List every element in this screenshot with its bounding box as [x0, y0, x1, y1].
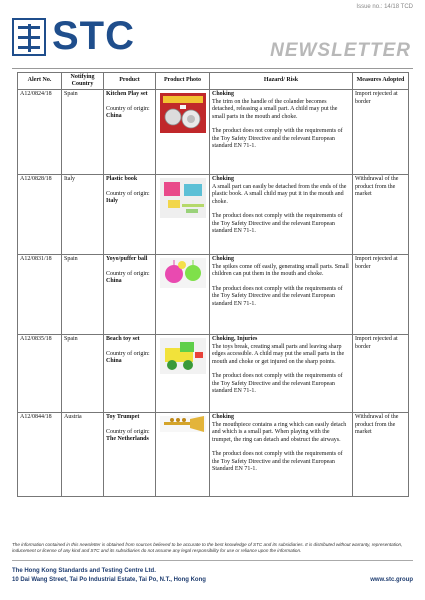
hazard-title: Choking — [212, 256, 235, 262]
header-notifying-country: Notifying Country — [62, 73, 104, 90]
hazard-description: The mouthpiece contains a ring which can easily detach and which is a small part. When playing with the trumpet, the ring can detach and obstruct the airways. — [212, 421, 347, 443]
compliance-note: The product does not comply with the requirements of the Toy Safety Directive and the relevant European Standard EN 71-1. — [212, 451, 343, 472]
hazard-cell — [210, 335, 353, 413]
table-row — [18, 335, 409, 413]
product-photo-cell — [156, 413, 210, 497]
product-cell — [104, 255, 156, 335]
measures-cell: Import rejected at border — [353, 90, 409, 175]
company-address: 10 Dai Wang Street, Tai Po Industrial Estate, Tai Po, N.T., Hong Kong — [12, 577, 206, 583]
country-cell: Austria — [62, 413, 104, 497]
toy-trumpet-photo-icon — [160, 416, 206, 432]
product-photo-cell — [156, 255, 210, 335]
hazard-cell — [210, 175, 353, 255]
alert-no-cell: A12/0844/18 — [18, 413, 62, 497]
header-hazard-risk: Hazard/ Risk — [210, 73, 353, 90]
table-row — [18, 413, 409, 497]
measures-cell: Withdrawal of the product from the market — [353, 413, 409, 497]
website-link[interactable]: www.stc.group — [370, 577, 413, 583]
product-cell — [104, 90, 156, 175]
company-name: The Hong Kong Standards and Testing Centre Ltd. — [12, 568, 156, 574]
country-cell: Spain — [62, 90, 104, 175]
origin-value: The Netherlands — [106, 436, 149, 442]
hazard-description: The trim on the handle of the colander becomes detached, releasing a small part. A child may put the small parts in the mouth and choke. — [212, 98, 338, 120]
product-name: Toy Trumpet — [106, 414, 140, 420]
origin-label: Country of origin: — [106, 428, 150, 435]
footer-divider — [12, 560, 413, 561]
kitchen-play-set-photo-icon — [160, 93, 206, 133]
measures-cell: Import rejected at border — [353, 255, 409, 335]
plastic-book-photo-icon — [160, 178, 206, 218]
hazard-cell — [210, 413, 353, 497]
product-cell — [104, 413, 156, 497]
logo-text: STC — [52, 14, 135, 58]
product-cell — [104, 175, 156, 255]
product-cell — [104, 335, 156, 413]
header-alert-no: Alert No. — [18, 73, 62, 90]
header-product: Product — [104, 73, 156, 90]
product-photo-cell — [156, 335, 210, 413]
compliance-note: The product does not comply with the requirements of the Toy Safety Directive and the relevant European standard EN 71-1. — [212, 213, 343, 234]
measures-cell: Withdrawal of the product from the market — [353, 175, 409, 255]
compliance-note: The product does not comply with the requirements of the Toy Safety Directive and the relevant European standard EN 71-1. — [212, 373, 343, 394]
product-name: Kitchen Play set — [106, 91, 148, 97]
origin-value: China — [106, 358, 122, 364]
table-row — [18, 255, 409, 335]
origin-label: Country of origin: — [106, 190, 150, 197]
origin-value: Italy — [106, 198, 118, 204]
disclaimer: The information contained in this newsletter is obtained from sources believed to be accurate to the best knowledge of STC and its subsidiaries. It is distributed without warranty, representation, inducement or license of any kind and STC and its subsidiaries do not assume any legal responsibility for use or reliance upon the information. — [12, 542, 403, 553]
issue-number: Issue no.: 14/18 TCD — [356, 4, 413, 10]
hazard-title: Choking — [212, 176, 235, 182]
stc-logo-icon — [12, 18, 46, 56]
alert-no-cell: A12/0828/18 — [18, 175, 62, 255]
page-header — [0, 0, 425, 72]
compliance-note: The product does not comply with the requirements of the Toy Safety Directive and the relevant European standard EN 71-1. — [212, 128, 343, 149]
alert-no-cell: A12/0831/18 — [18, 255, 62, 335]
alert-no-cell: A12/0824/18 — [18, 90, 62, 175]
origin-value: China — [106, 278, 122, 284]
header-divider — [12, 68, 413, 69]
origin-value: China — [106, 113, 122, 119]
table-header-row — [18, 73, 409, 90]
recall-table — [17, 72, 409, 497]
header-measures-adopted: Measures Adopted — [353, 73, 409, 90]
hazard-description: A small part can easily be detached from the ends of the plastic book. A small child may put it in the mouth and choke. — [212, 183, 347, 205]
yoyo-puffer-ball-photo-icon — [160, 258, 206, 288]
origin-label: Country of origin: — [106, 350, 150, 357]
table-row — [18, 175, 409, 255]
measures-cell: Import rejected at border — [353, 335, 409, 413]
product-photo-cell — [156, 90, 210, 175]
product-name: Beach toy set — [106, 336, 140, 342]
origin-label: Country of origin: — [106, 270, 150, 277]
country-cell: Spain — [62, 255, 104, 335]
origin-label: Country of origin: — [106, 105, 150, 112]
alert-no-cell: A12/0835/18 — [18, 335, 62, 413]
product-name: Plastic book — [106, 176, 138, 182]
hazard-cell — [210, 90, 353, 175]
hazard-title: Choking — [212, 414, 235, 420]
table-row — [18, 90, 409, 175]
hazard-description: The spikes come off easily, generating small parts. Small children can put them in the mouth and choke. — [212, 263, 349, 277]
hazard-title: Choking, Injuries — [212, 336, 258, 342]
hazard-title: Choking — [212, 91, 235, 97]
hazard-cell — [210, 255, 353, 335]
country-cell: Italy — [62, 175, 104, 255]
newsletter-title: NEWSLETTER — [270, 40, 411, 61]
header-product-photo: Product Photo — [156, 73, 210, 90]
product-name: Yoyo/puffer ball — [106, 256, 148, 262]
compliance-note: The product does not comply with the requirements of the Toy Safety Directive and the relevant European standard EN 71-1. — [212, 285, 343, 307]
hazard-description: The toys break, creating small parts and leaving sharp edges accessible. A child may put the small parts in the mouth and choke or get injured on the sharp points. — [212, 343, 345, 365]
product-photo-cell — [156, 175, 210, 255]
country-cell: Spain — [62, 335, 104, 413]
beach-toy-set-photo-icon — [160, 338, 206, 374]
